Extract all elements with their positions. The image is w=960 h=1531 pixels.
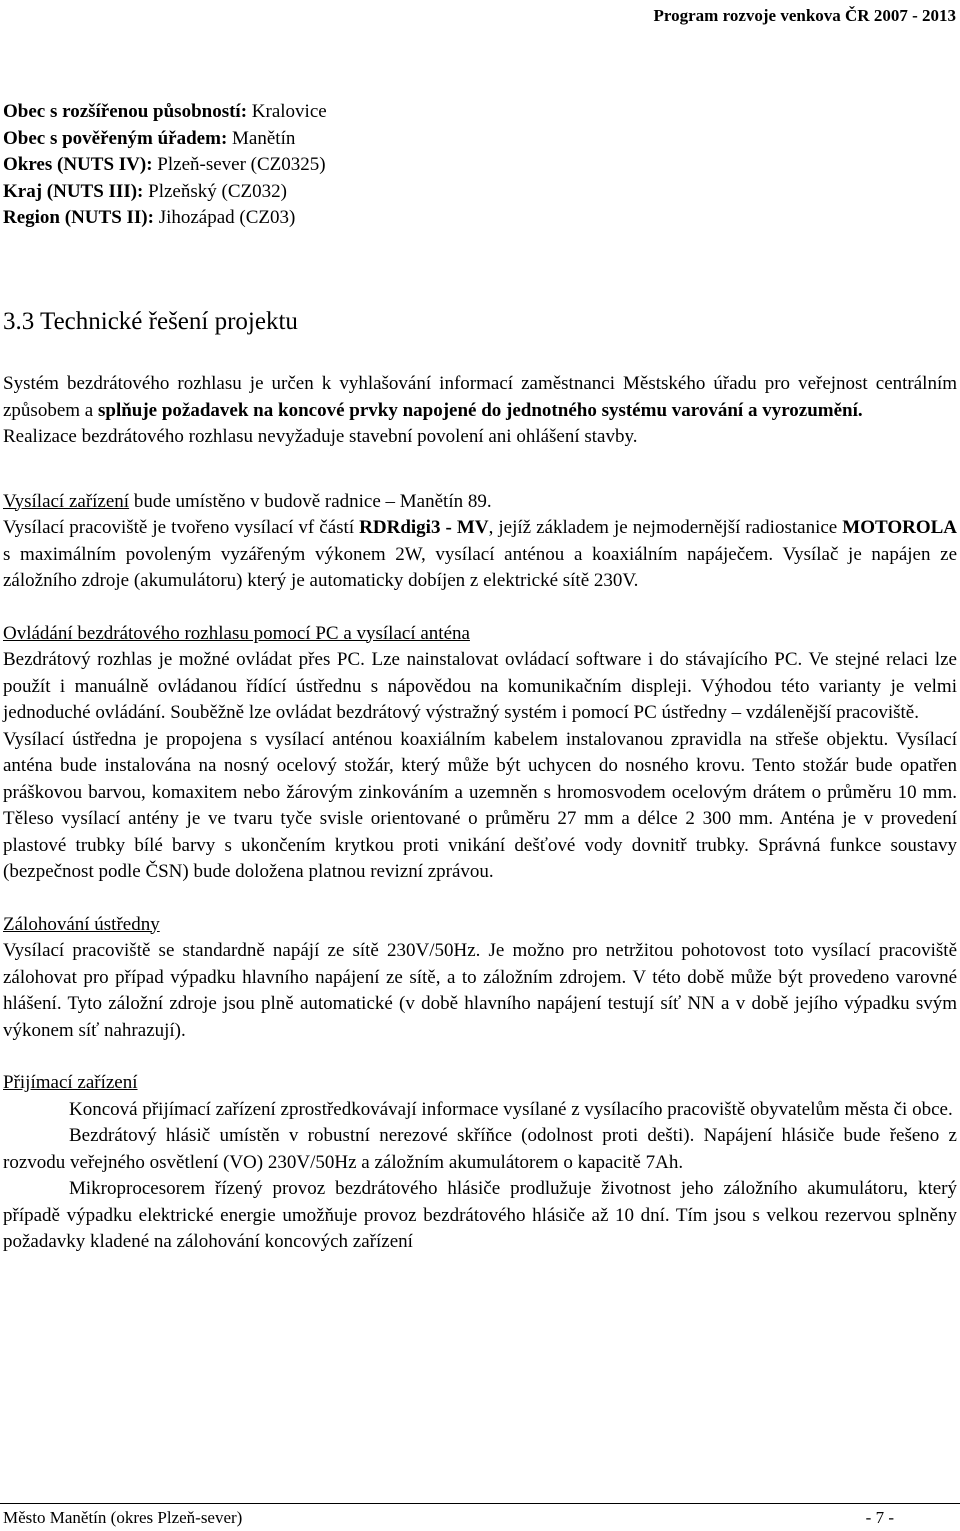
section-heading: 3.3 Technické řešení projektu	[3, 308, 298, 335]
info-line	[3, 179, 327, 206]
running-header: Program rozvoje venkova ČR 2007 - 2013	[653, 6, 956, 25]
spacer	[3, 451, 957, 489]
backup-heading: Zálohování ústředny	[3, 913, 160, 935]
info-label: Obec s pověřeným úřadem:	[3, 127, 228, 149]
info-line	[3, 99, 327, 126]
receiver-paragraph: Koncová přijímací zařízení zprostředkovávají informace vysílané z vysílacího pracoviště obyvatelům města či obce.	[69, 1098, 953, 1120]
info-value: Plzeňský (CZ032)	[143, 180, 287, 202]
page-number: - 7 -	[865, 1508, 894, 1527]
transmitter-text: Vysílací pracoviště je tvořeno vysílací vf částí	[3, 517, 360, 538]
antenna-paragraph: Vysílací ústředna je propojena s vysílací anténou koaxiálním kabelem instalovanou zpravidla na střeše objektu. Vysílací anténa bude instalována na nosný ocelový stožár, který může být uchycen do nosného krovu. Tento stožár bude opatřen práškovou barvou, komaxitem nebo žárovým zinkováním a uzemněn s hromosvodem ocelovým drátem o průměru 10 mm. Těleso vysílací antény je ve tvaru tyče svisle orientované o průměru 27 mm a délce 2 300 mm. Anténa je v provedení plastové trubky bílé barvy s ukončením krytkou proti vnikání dešťové vody dovnitř trubky. Správná funkce soustavy (bezpečnost podle ČSN) bude doložena platnou revizní zprávou.	[3, 728, 957, 882]
info-value: Kralovice	[247, 101, 327, 122]
intro-bold-text: splňuje požadavek na koncové prvky napojené do jednotného systému varování a vyrozumění.	[97, 399, 863, 421]
info-value: Manětín	[227, 127, 296, 149]
spacer	[3, 1044, 957, 1070]
control-paragraph: Bezdrátový rozhlas je možné ovládat přes PC. Lze nainstalovat ovládací software i do stávajícího PC. Ve stejné relaci lze použít i manuálně ovládanou řídící ústřednu s nápovědou na komunikačním displeji. Výhodou této varianty je velmi jednoduché ovládání. Souběžně lze ovládat bezdrátový výstražný systém i pomocí PC ústředny – vzdálenější pracoviště.	[3, 649, 957, 723]
transmitter-text: s maximálním povoleným vyzářeným výkonem 2W, vysílací anténou a koaxiálním napáječem. Vysílač je napájen ze záložního zdroje (akumulátoru) který je automaticky dobíjen z elektrické sítě 230V.	[3, 543, 957, 591]
info-label: Obec s rozšířenou působností:	[3, 101, 248, 122]
info-value: Plzeň-sever (CZ0325)	[152, 154, 326, 175]
info-line	[3, 126, 327, 153]
intro-text: Systém bezdrátového rozhlasu je určen k vyhlašování informací zaměstnanci Městského úřadu pro veřejnost centrálním způsobem a	[3, 373, 957, 421]
receiver-paragraph: Mikroprocesorem řízený provoz bezdrátového hlásiče prodlužuje životnost jeho záložního akumulátoru, který případě výpadku elektrické energie umožňuje provoz bezdrátového hlásiče až 10 dní. Tím jsou s velkou rezervou splněny požadavky kladené na zálohování koncových zařízení	[3, 1178, 957, 1252]
info-label: Kraj (NUTS III):	[3, 180, 144, 202]
permit-paragraph: Realizace bezdrátového rozhlasu nevyžaduje stavební povolení ani ohlášení stavby.	[3, 426, 638, 447]
transmitter-title-rest: bude umístěno v budově radnice – Manětín 89.	[129, 490, 492, 512]
info-label: Okres (NUTS IV):	[3, 154, 153, 175]
transmitter-heading	[3, 489, 957, 516]
backup-paragraph: Vysílací pracoviště se standardně napájí ze sítě 230V/50Hz. Je možno pro netržitou pohotovost toto vysílací pracoviště zálohovat pro případ výpadku hlavního napájení ze sítě, a to záložním zdrojem. V této době může být provedeno varovné hlášení. Tyto záložní zdroje jsou plně automatické (v době hlavního napájení testují síť NN a v době jejího výpadku svým výkonem síť nahrazují).	[3, 940, 957, 1041]
receiver-heading: Přijímací zařízení	[3, 1072, 138, 1093]
intro-paragraph	[3, 371, 957, 424]
footer-rule	[0, 1503, 960, 1504]
footer-municipality: Město Manětín (okres Plzeň-sever)	[3, 1508, 243, 1527]
location-info	[3, 99, 327, 232]
document-body	[3, 371, 957, 1256]
transmitter-title: Vysílací zařízení	[3, 490, 130, 512]
transmitter-paragraph	[3, 515, 957, 595]
spacer	[3, 595, 957, 621]
info-label: Region (NUTS II):	[3, 207, 154, 228]
info-value: Jihozápad (CZ03)	[153, 207, 296, 228]
transmitter-text: , jejíž základem je nejmodernější radiostanice	[488, 517, 843, 538]
control-heading: Ovládání bezdrátového rozhlasu pomocí PC a vysílací anténa	[3, 622, 470, 644]
spacer	[3, 886, 957, 912]
transmitter-model: RDRdigi3 - MV	[359, 517, 489, 538]
info-line	[3, 205, 327, 232]
transmitter-brand: MOTOROLA	[842, 517, 957, 538]
receiver-paragraph: Bezdrátový hlásič umístěn v robustní nerezové skříňce (odolnost proti dešti). Napájení hlásiče bude řešeno z rozvodu veřejného osvětlení (VO) 230V/50Hz a záložním akumulátorem o kapacitě 7Ah.	[3, 1125, 957, 1173]
info-line	[3, 152, 327, 179]
